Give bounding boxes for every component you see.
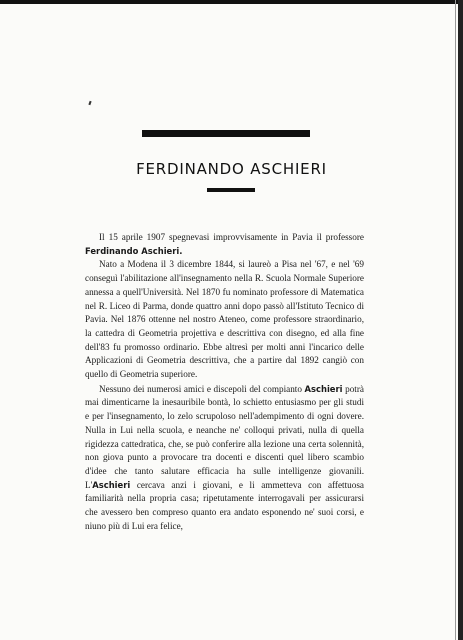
title-rule-bottom	[207, 188, 255, 192]
paragraph-2-text: Nato a Modena il 3 dicembre 1844, si laureò a Pisa nel '67, e nel '69 conseguì l'abilitazione all'insegnamento nella R. Scuola Normale Superiore annessa a quell'Università. Nel 1870 fu nominato professore di Matematica nel R. Liceo di Parma, donde quattro anni dopo passò all'Istituto Tecnico di Pavia. Nel 1876 ottenne nel nostro Ateneo, come professore straordinario, la cattedra di Geometria projettiva e descrittiva con disegno, ed alla fine dell'83 fu promosso ordinario. Ebbe altresì per molti anni l'incarico delle Applicazioni di Geometria descrittiva, che a partire dal 1892 cangiò con quello di Geometria superiore.	[85, 259, 364, 380]
paragraph-3-text-c: cercava anzi i giovani, e li ammetteva con affettuosa familiarità nella propria casa; ripetutamente interrogavali per assicurarsi che avessero ben compreso quanto era andato esponendo ne' suoi corsi, e niuno più di Lui era felice,	[85, 479, 364, 531]
paragraph-1-text: Il 15 aprile 1907 spegnevasi improvvisamente in Pavia il professore	[99, 232, 364, 242]
paragraph-1-name: Ferdinando Aschieri.	[85, 245, 183, 256]
paragraph-3-name-a: Aschieri	[304, 383, 343, 394]
title-rule-top	[142, 130, 310, 137]
scan-right-edge	[458, 0, 463, 640]
paragraph-3-text-b: potrà mai dimenticarne la inesauribile bontà, lo schietto entusiasmo per gli studi e per l'insegnamento, lo zelo scrupoloso nell'adempimento di ogni dovere. Nulla in Lui nella scuola, e neanche ne' colloqui privati, nulla di quella rigidezza cattedratica, che, se può conferire alla lezione una certa solennità, non giova punto a provocare tra docenti e discenti quel libero scambio d'idee che tanto salutare efficacia ha sulle intelligenze giovanili. L'	[85, 383, 364, 490]
scan-top-edge	[0, 0, 463, 4]
paragraph-3	[85, 383, 364, 534]
body-text	[85, 231, 364, 533]
page-title: FERDINANDO ASCHIERI	[136, 160, 327, 178]
paragraph-3-name-b: Aschieri	[92, 479, 131, 490]
scan-right-shadow	[455, 0, 456, 640]
paragraph-3-text-a: Nessuno dei numerosi amici e discepoli del compianto	[99, 383, 305, 394]
ink-speck	[88, 101, 91, 105]
paragraph-1	[85, 231, 364, 258]
paragraph-2	[85, 258, 364, 381]
